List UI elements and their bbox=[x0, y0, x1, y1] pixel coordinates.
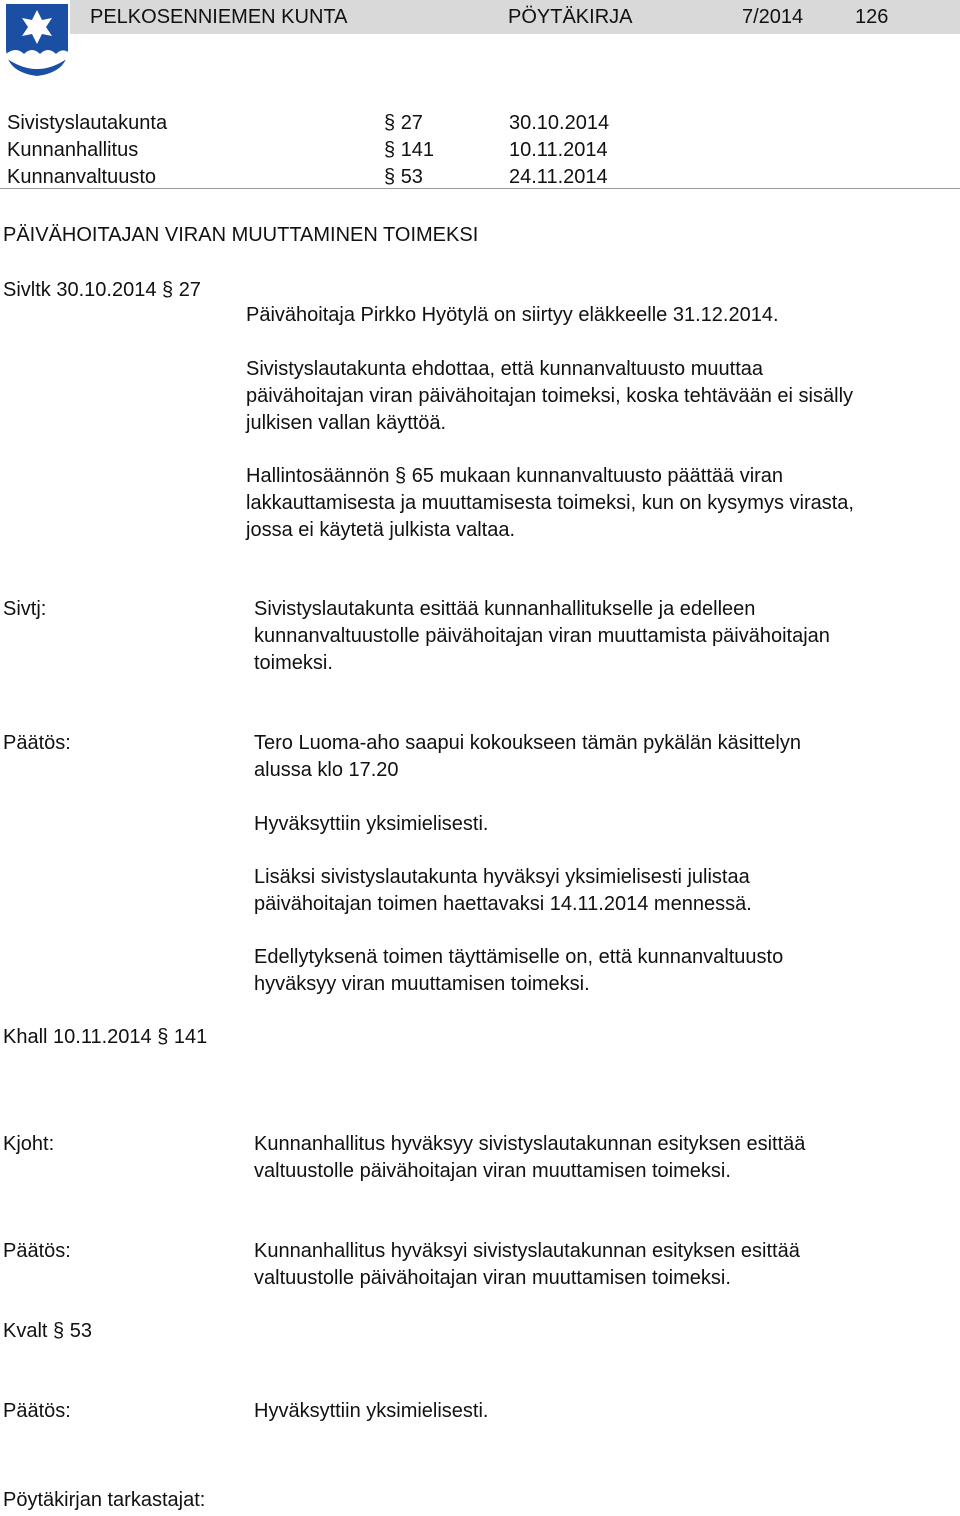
document-title: PÄIVÄHOITAJAN VIRAN MUUTTAMINEN TOIMEKSI bbox=[3, 224, 479, 246]
ref-date: 30.10.2014 bbox=[509, 112, 610, 134]
footer-label: Pöytäkirjan tarkastajat: bbox=[3, 1489, 206, 1511]
paatos-label: Päätös: bbox=[3, 1400, 71, 1422]
kjoht-line: valtuustolle päivähoitajan viran muuttamisen toimeksi. bbox=[254, 1160, 731, 1182]
sivltk-paragraph-1: Päivähoitaja Pirkko Hyötylä on siirtyy eläkkeelle 31.12.2014. bbox=[246, 304, 779, 326]
paatos-line: Hyväksyttiin yksimielisesti. bbox=[254, 813, 489, 835]
sivtj-line: Sivistyslautakunta esittää kunnanhallitukselle ja edelleen bbox=[254, 598, 756, 620]
kvalt-label: Kvalt § 53 bbox=[3, 1320, 92, 1342]
paatos-line: Edellytyksenä toimen täyttämiselle on, että kunnanvaltuusto bbox=[254, 946, 784, 968]
paatos-line: hyväksyy viran muuttamisen toimeksi. bbox=[254, 973, 590, 995]
section-sign: § bbox=[384, 139, 396, 161]
sivltk-paragraph-2-line: julkisen vallan käyttöä. bbox=[246, 412, 447, 434]
ref-number: § 53 bbox=[384, 166, 423, 188]
section-sign: § bbox=[157, 1026, 169, 1048]
paatos-label: Päätös: bbox=[3, 732, 71, 754]
sivtj-line: toimeksi. bbox=[254, 652, 333, 674]
section-sign: § bbox=[162, 279, 174, 301]
ref-date: 10.11.2014 bbox=[509, 139, 608, 161]
paatos-line: Tero Luoma-aho saapui kokoukseen tämän pykälän käsittelyn bbox=[254, 732, 801, 754]
kjoht-line: Kunnanhallitus hyväksyy sivistyslautakunnan esityksen esittää bbox=[254, 1133, 806, 1155]
header-issue: 7/2014 bbox=[742, 6, 804, 28]
paatos-line: Lisäksi sivistyslautakunta hyväksyi yksimielisesti julistaa bbox=[254, 866, 750, 888]
sivltk-paragraph-2-line: Sivistyslautakunta ehdottaa, että kunnanvaltuusto muuttaa bbox=[246, 358, 764, 380]
paatos-line: alussa klo 17.20 bbox=[254, 759, 399, 781]
sivltk-label: Sivltk 30.10.2014 § 27 bbox=[3, 279, 201, 301]
section-sign: § bbox=[384, 166, 396, 188]
sivltk-paragraph-3-line: lakkauttamisesta ja muuttamisesta toimeksi, kun on kysymys virasta, bbox=[246, 492, 854, 514]
header-page-number: 126 bbox=[855, 6, 889, 28]
khall-label: Khall 10.11.2014 § 141 bbox=[3, 1026, 208, 1048]
paatos-line: valtuustolle päivähoitajan viran muuttamisen toimeksi. bbox=[254, 1267, 731, 1289]
sivtj-line: kunnanvaltuustolle päivähoitajan viran muuttamista päivähoitajan bbox=[254, 625, 830, 647]
header-doc-type: PÖYTÄKIRJA bbox=[508, 6, 633, 28]
paatos-line: päivähoitajan toimen haettavaksi 14.11.2014 mennessä. bbox=[254, 893, 752, 915]
sivltk-paragraph-2-line: päivähoitajan viran päivähoitajan toimeksi, koska tehtävään ei sisälly bbox=[246, 385, 854, 407]
ref-number: § 141 bbox=[384, 139, 435, 161]
municipal-crest-icon bbox=[4, 2, 70, 78]
kjoht-label: Kjoht: bbox=[3, 1133, 55, 1155]
paatos-line: Kunnanhallitus hyväksyi sivistyslautakunnan esityksen esittää bbox=[254, 1240, 800, 1262]
header-municipality: PELKOSENNIEMEN KUNTA bbox=[90, 6, 348, 28]
ref-body: Kunnanhallitus bbox=[7, 139, 139, 161]
ref-body: Sivistyslautakunta bbox=[7, 112, 168, 134]
section-sign: § bbox=[395, 465, 407, 487]
paatos-label: Päätös: bbox=[3, 1240, 71, 1262]
sivltk-paragraph-3-line: jossa ei käytetä julkista valtaa. bbox=[246, 519, 516, 541]
section-sign: § bbox=[53, 1320, 65, 1342]
paatos-line: Hyväksyttiin yksimielisesti. bbox=[254, 1400, 489, 1422]
ref-number: § 27 bbox=[384, 112, 423, 134]
section-sign: § bbox=[384, 112, 396, 134]
sivtj-label: Sivtj: bbox=[3, 598, 47, 620]
ref-body: Kunnanvaltuusto bbox=[7, 166, 157, 188]
ref-date: 24.11.2014 bbox=[509, 166, 608, 188]
sivltk-paragraph-3-line: Hallintosäännön § 65 mukaan kunnanvaltuusto päättää viran bbox=[246, 465, 784, 487]
divider bbox=[0, 188, 960, 189]
